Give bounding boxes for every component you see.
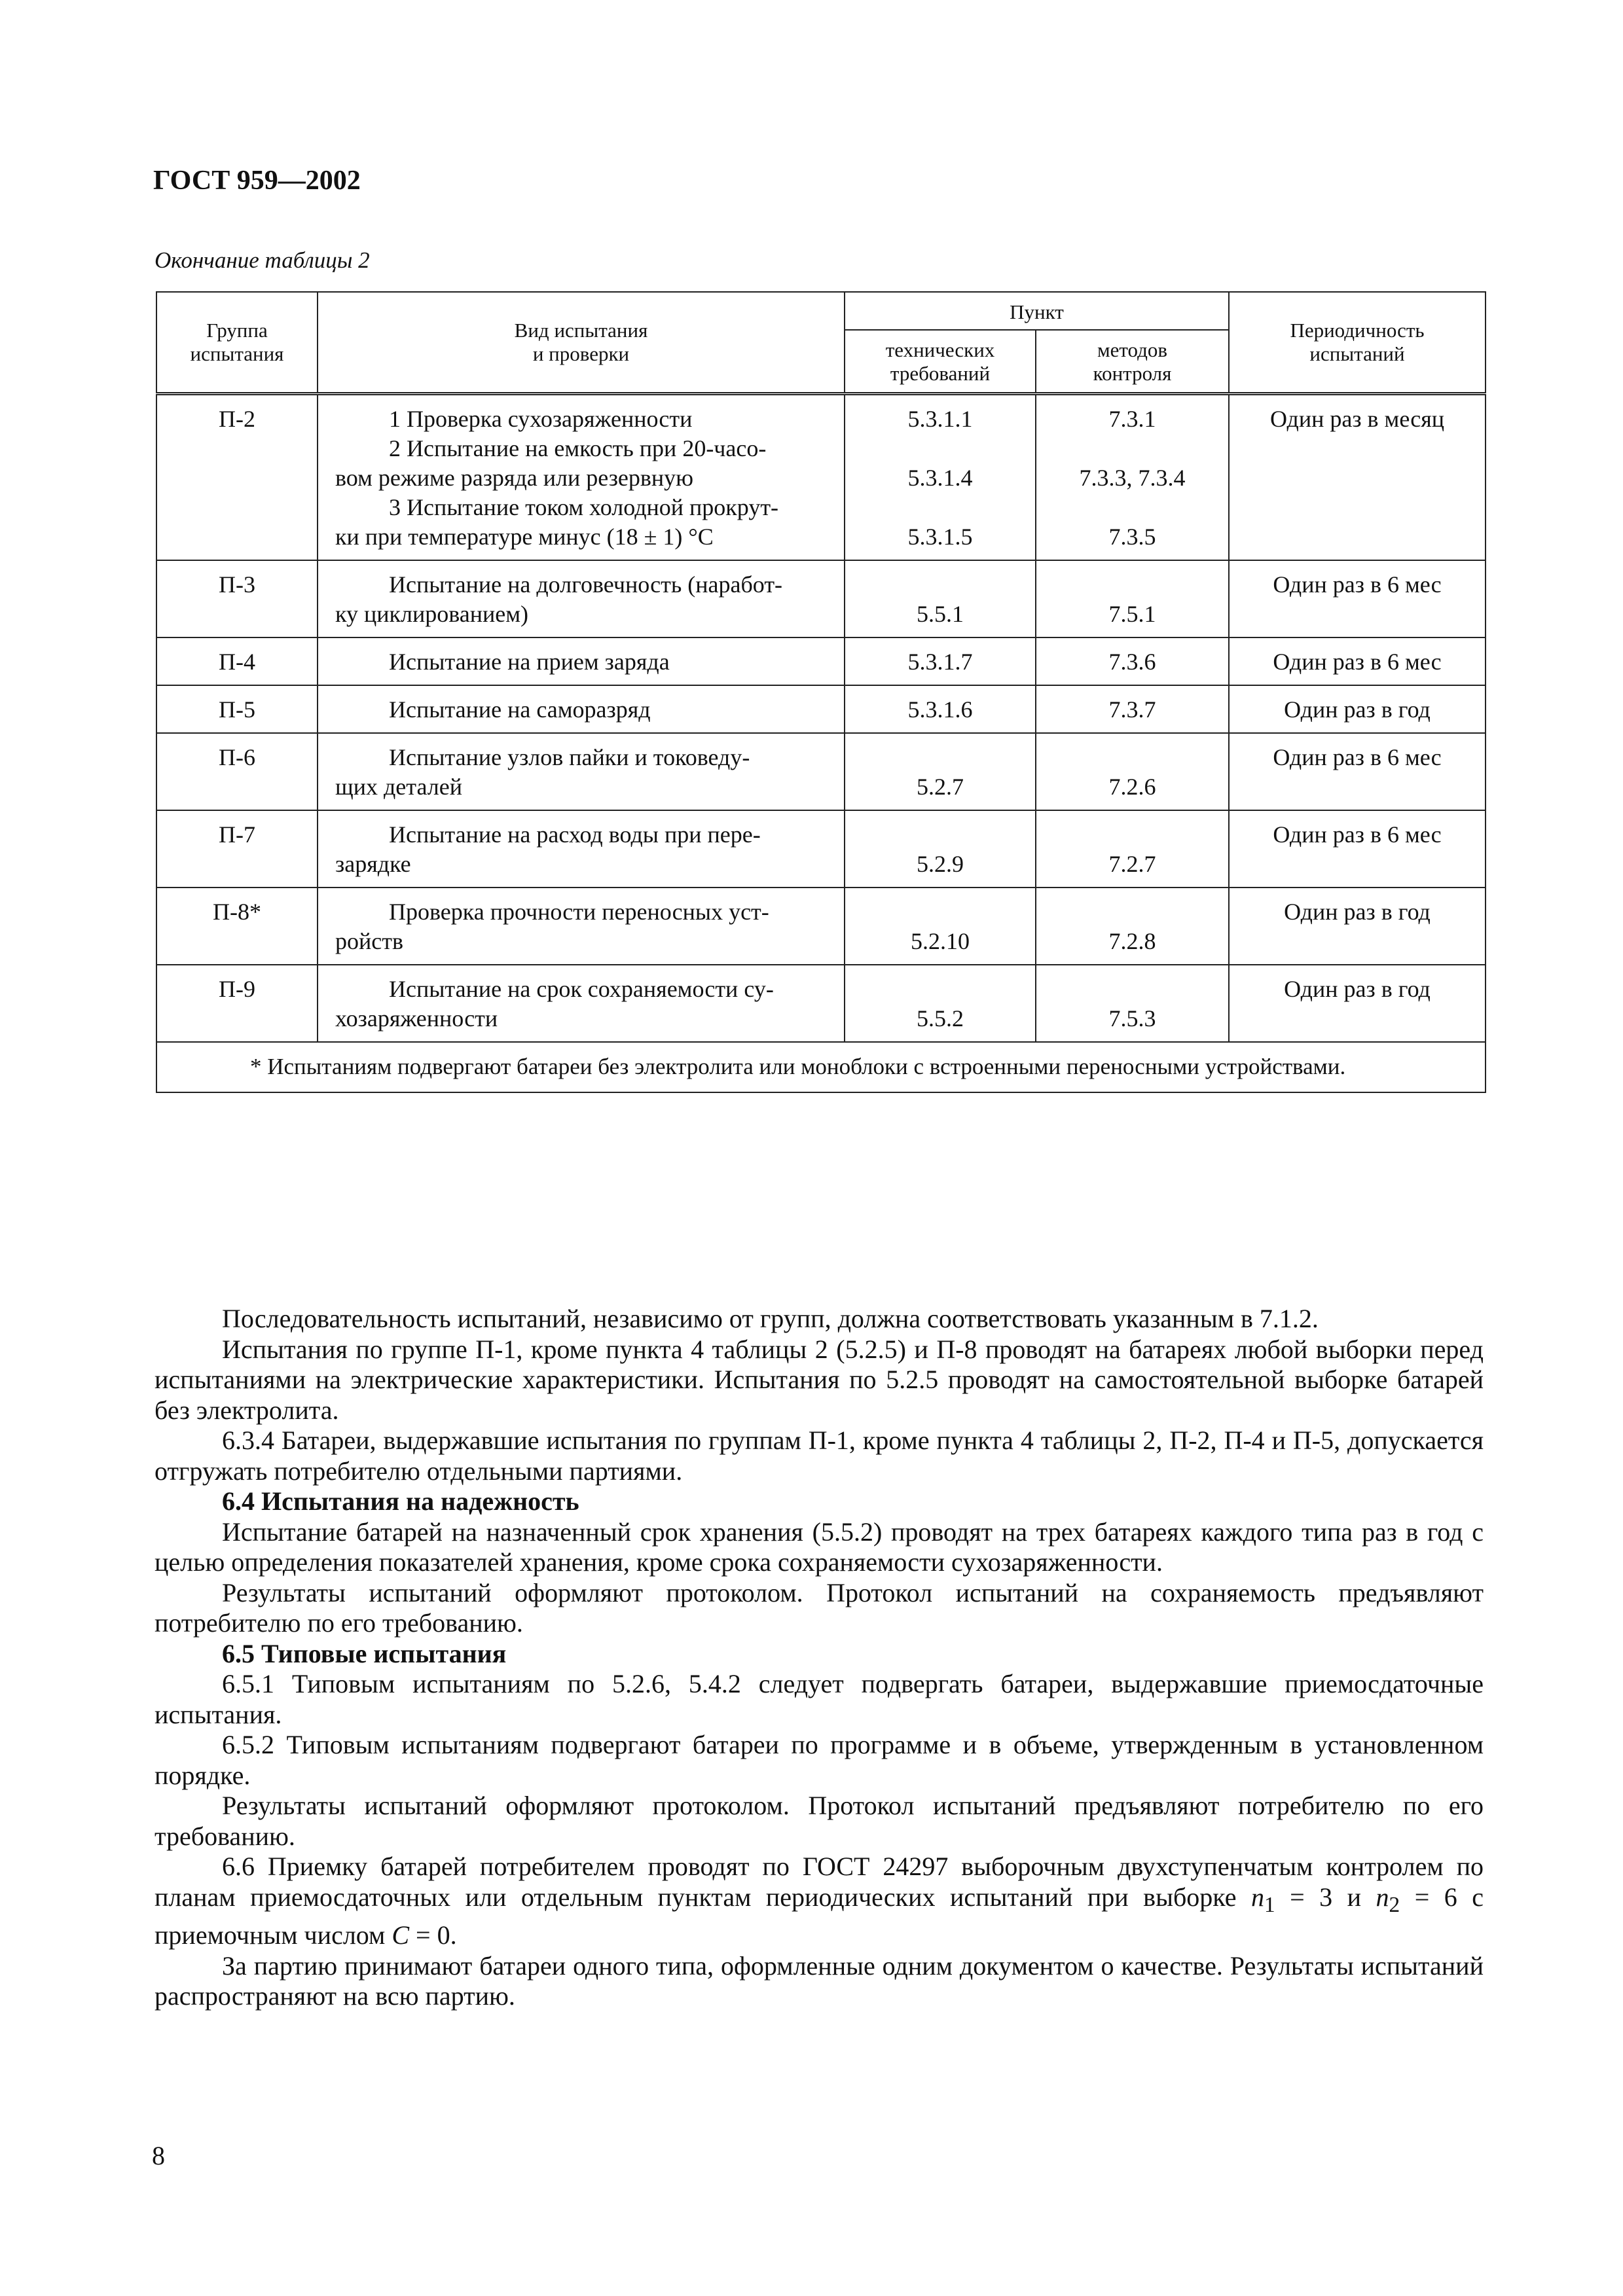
table-row — [156, 685, 1486, 733]
tech-requirement-cell: 5.3.1.1 5.3.1.4 5.3.1.5 — [845, 394, 1036, 561]
col-header-control-methods: методов контроля — [1036, 330, 1229, 394]
table-row — [156, 888, 1486, 965]
table-footnote: * Испытаниям подвергают батареи без электролита или моноблоки с встроенными переносными устройствами. — [156, 1042, 1486, 1092]
body-text — [155, 1304, 1484, 2012]
section-heading-6-5: 6.5 Типовые испытания — [222, 1638, 507, 1668]
periodicity-cell: Один раз в год — [1229, 888, 1486, 965]
table-caption: Окончание таблицы 2 — [155, 247, 370, 273]
paragraph: Испытания по группе П-1, кроме пункта 4 таблицы 2 (5.2.5) и П-8 проводят на батареях любой выборки перед испытаниями на электрические характеристики. Испытания по 5.2.5 проводят на самостоятельной выборке батарей без электролита. — [155, 1334, 1484, 1425]
test-description-cell: Испытание узлов пайки и токоведу- щих деталей — [318, 733, 845, 810]
tech-requirement-cell: 5.3.1.7 — [845, 637, 1036, 685]
col-header-test-type: Вид испытания и проверки — [318, 292, 845, 394]
page-number: 8 — [152, 2141, 165, 2170]
group-cell: П-8* — [156, 888, 318, 965]
paragraph: 6.3.4 Батареи, выдержавшие испытания по группам П-1, кроме пункта 4 таблицы 2, П-2, П-4 и П-5, допускается отгружать потребителю отдельными партиями. — [155, 1426, 1484, 1486]
group-cell: П-3 — [156, 560, 318, 637]
tech-requirement-cell: 5.2.7 — [845, 733, 1036, 810]
col-header-clause: Пункт — [845, 292, 1229, 330]
periodicity-cell: Один раз в месяц — [1229, 394, 1486, 561]
periodicity-cell: Один раз в 6 мес — [1229, 733, 1486, 810]
test-description-cell: Испытание на прием заряда — [318, 637, 845, 685]
test-description-cell: Испытание на расход воды при пере- зарядке — [318, 810, 845, 888]
group-cell: П-2 — [156, 394, 318, 561]
tech-requirement-cell: 5.2.9 — [845, 810, 1036, 888]
group-cell: П-4 — [156, 637, 318, 685]
periodicity-cell: Один раз в 6 мес — [1229, 810, 1486, 888]
table-row — [156, 560, 1486, 637]
tech-requirement-cell: 5.5.1 — [845, 560, 1036, 637]
col-header-group: Группа испытания — [156, 292, 318, 394]
control-method-cell: 7.3.1 7.3.3, 7.3.4 7.3.5 — [1036, 394, 1229, 561]
control-method-cell: 7.3.7 — [1036, 685, 1229, 733]
table-row — [156, 394, 1486, 561]
group-cell: П-5 — [156, 685, 318, 733]
control-method-cell: 7.5.3 — [1036, 965, 1229, 1042]
paragraph: Последовательность испытаний, независимо от групп, должна соответствовать указанным в 7.1.2. — [222, 1304, 1319, 1333]
table-row — [156, 810, 1486, 888]
doc-code: ГОСТ 959—2002 — [153, 166, 361, 196]
periodicity-cell: Один раз в год — [1229, 685, 1486, 733]
periodicity-cell: Один раз в год — [1229, 965, 1486, 1042]
test-table — [156, 291, 1486, 1093]
section-heading-6-4: 6.4 Испытания на надежность — [222, 1486, 579, 1516]
paragraph: Испытание батарей на назначенный срок хранения (5.5.2) проводят на трех батареях каждого типа раз в год с целью определения показателей хранения, кроме срока сохраняемости сухозаряженности. — [155, 1516, 1484, 1577]
paragraph: За партию принимают батареи одного типа, оформленные одним документом о качестве. Результаты испытаний распространяют на всю партию. — [155, 1950, 1484, 2011]
col-header-tech-requirements: технических требований — [845, 330, 1036, 394]
group-cell: П-6 — [156, 733, 318, 810]
paragraph: Результаты испытаний оформляют протоколом. Протокол испытаний на сохраняемость предъявляют потребителю по его требованию. — [155, 1577, 1484, 1638]
table-note-row — [156, 1042, 1486, 1092]
table-row — [156, 733, 1486, 810]
tech-requirement-cell: 5.5.2 — [845, 965, 1036, 1042]
col-header-periodicity: Периодичность испытаний — [1229, 292, 1486, 394]
test-description-cell: Испытание на срок сохраняемости су- хозаряженности — [318, 965, 845, 1042]
tech-requirement-cell: 5.2.10 — [845, 888, 1036, 965]
paragraph: 6.5.2 Типовым испытаниям подвергают батареи по программе и в объеме, утвержденным в установленном порядке. — [155, 1730, 1484, 1790]
tech-requirement-cell: 5.3.1.6 — [845, 685, 1036, 733]
test-description-cell: Испытание на саморазряд — [318, 685, 845, 733]
control-method-cell: 7.3.6 — [1036, 637, 1229, 685]
test-description-cell: Испытание на долговечность (наработ- ку циклированием) — [318, 560, 845, 637]
table-row — [156, 637, 1486, 685]
test-description-cell: 1 Проверка сухозаряженности 2 Испытание на емкость при 20-часо- вом режиме разряда или резервную 3 Испытание током холодной прокрут- ки при температуре минус (18 ± 1) °С — [318, 394, 845, 561]
control-method-cell: 7.2.7 — [1036, 810, 1229, 888]
periodicity-cell: Один раз в 6 мес — [1229, 560, 1486, 637]
paragraph: Результаты испытаний оформляют протоколом. Протокол испытаний предъявляют потребителю по его требованию. — [155, 1791, 1484, 1851]
periodicity-cell: Один раз в 6 мес — [1229, 637, 1486, 685]
group-cell: П-9 — [156, 965, 318, 1042]
table-row — [156, 965, 1486, 1042]
control-method-cell: 7.5.1 — [1036, 560, 1229, 637]
group-cell: П-7 — [156, 810, 318, 888]
control-method-cell: 7.2.6 — [1036, 733, 1229, 810]
control-method-cell: 7.2.8 — [1036, 888, 1229, 965]
test-description-cell: Проверка прочности переносных уст- ройств — [318, 888, 845, 965]
paragraph-acceptance: 6.6 Приемку батарей потребителем проводят по ГОСТ 24297 выборочным двухступенчатым контролем по планам приемосдаточных или отдельным пунктам периодических испытаний при выборке $n_1 = 3$ и $n_2 = 6$ с приемочным числом C = 0. — [155, 1852, 1484, 1950]
paragraph: 6.5.1 Типовым испытаниям по 5.2.6, 5.4.2 следует подвергать батареи, выдержавшие приемосдаточные испытания. — [155, 1669, 1484, 1729]
